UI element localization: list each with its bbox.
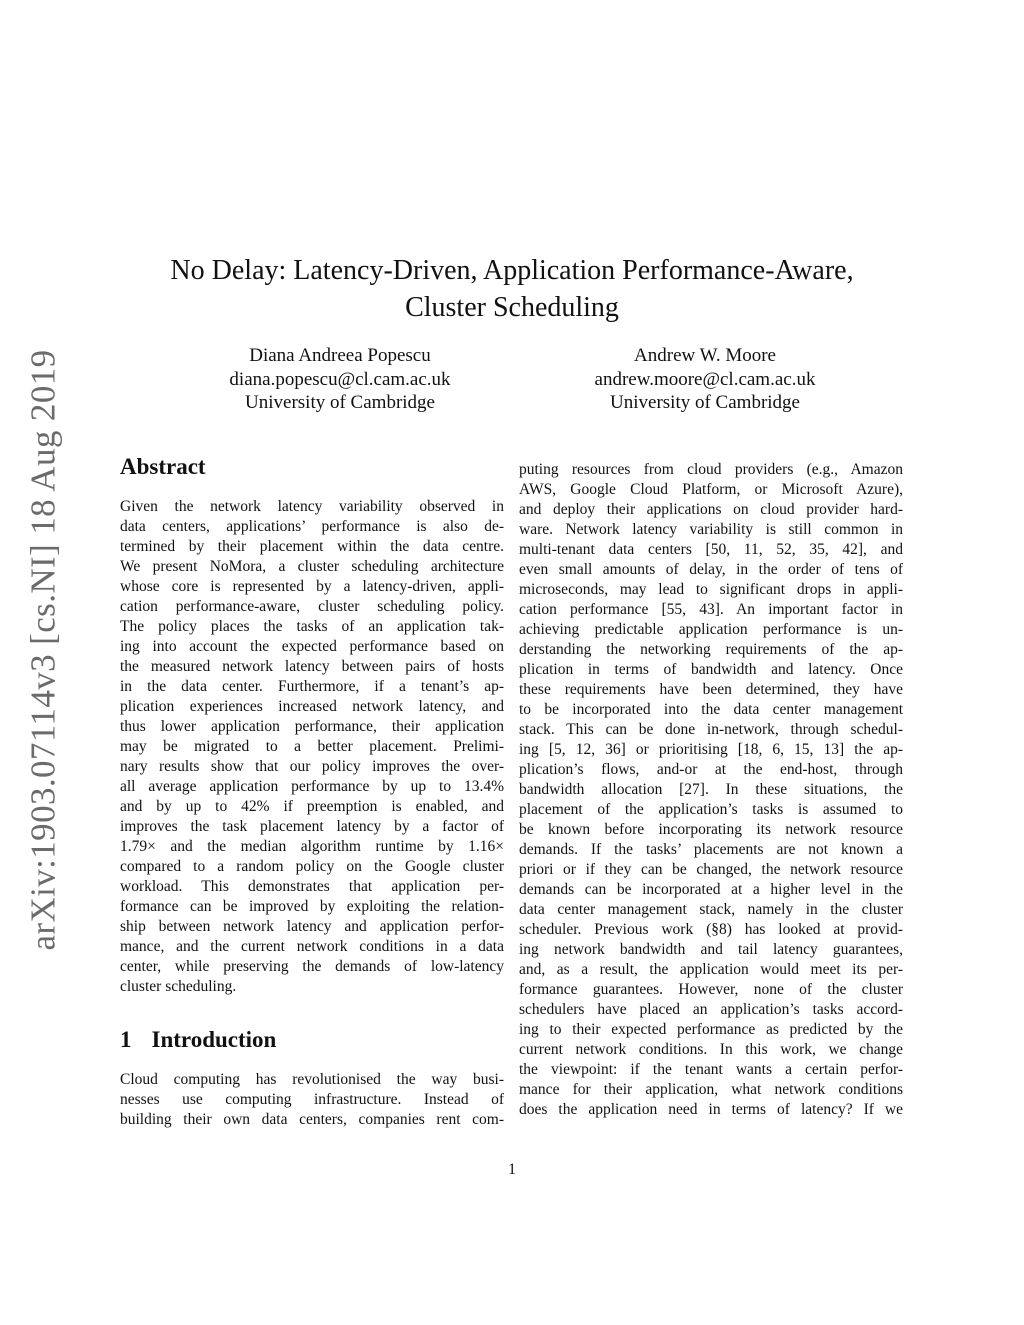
body-line: AWS, Google Cloud Platform, or Microsoft Azure), — [519, 481, 903, 498]
body-line: the viewpoint: if the tenant wants a certain perfor- — [519, 1061, 903, 1078]
body-line: and, as a result, the application would meet its per- — [519, 961, 903, 978]
abstract-line: nary results show that our policy improves the over- — [120, 758, 504, 775]
abstract-line: formance can be improved by exploiting the relation- — [120, 898, 504, 915]
section-title: Introduction — [151, 1027, 277, 1052]
abstract-line: compared to a random policy on the Google cluster — [120, 858, 504, 875]
body-line: ing to their expected performance as predicted by the — [519, 1021, 903, 1038]
body-line: schedulers have placed an application’s tasks accord- — [519, 1001, 903, 1018]
abstract-line: thus lower application performance, their application — [120, 718, 504, 735]
abstract-line: ship between network latency and application perfor- — [120, 918, 504, 935]
body-line: bandwidth allocation [27]. In these situations, the — [519, 781, 903, 798]
body-line: priori or if they can be changed, the network resource — [519, 861, 903, 878]
introduction-body — [120, 1070, 504, 1130]
body-line: demands can be incorporated at a higher level in the — [519, 881, 903, 898]
author-block — [555, 344, 855, 415]
body-line: even small amounts of delay, in the order of tens of — [519, 561, 903, 578]
author-affiliation: University of Cambridge — [245, 392, 435, 413]
introduction-heading — [120, 1027, 276, 1053]
body-line: microseconds, may lead to significant drops in appli- — [519, 581, 903, 598]
introduction-line: nesses use computing infrastructure. Instead of — [120, 1091, 504, 1108]
abstract-line: 1.79× and the median algorithm runtime by 1.16× — [120, 838, 504, 855]
abstract-line: workload. This demonstrates that application per- — [120, 878, 504, 895]
abstract-line: Given the network latency variability observed in — [120, 498, 504, 515]
body-line: data center management stack, namely in the cluster — [519, 901, 903, 918]
arxiv-identifier-stamp — [24, 349, 64, 951]
abstract-line: data centers, applications’ performance is also de- — [120, 518, 504, 535]
body-line: placement of the application’s tasks is assumed to — [519, 801, 903, 818]
body-line: does the application need in terms of latency? If we — [519, 1101, 903, 1118]
author-name: Andrew W. Moore — [634, 345, 776, 366]
body-line: stack. This can be done in-network, through schedul- — [519, 721, 903, 738]
introduction-line: Cloud computing has revolutionised the way busi- — [120, 1071, 504, 1088]
arxiv-identifier-text: arXiv:1903.07114v3 [cs.NI] 18 Aug 2019 — [24, 349, 63, 951]
abstract-body — [120, 497, 504, 997]
abstract-line: termined by their placement within the data centre. — [120, 538, 504, 555]
title-line: Cluster Scheduling — [405, 292, 619, 323]
abstract-line: in the data center. Furthermore, if a tenant’s ap- — [120, 678, 504, 695]
section-number: 1 — [120, 1027, 132, 1052]
body-line: ing [5, 12, 36] or prioritising [18, 6, 15, 13] the ap- — [519, 741, 903, 758]
author-name: Diana Andreea Popescu — [249, 345, 431, 366]
abstract-line: the measured network latency between pairs of hosts — [120, 658, 504, 675]
right-column-body — [519, 460, 903, 1120]
body-line: and deploy their applications on cloud provider hard- — [519, 501, 903, 518]
body-line: plication’s flows, and-or at the end-host, through — [519, 761, 903, 778]
body-line: demands. If the tasks’ placements are not known a — [519, 841, 903, 858]
abstract-line: improves the task placement latency by a factor of — [120, 818, 504, 835]
abstract-heading: Abstract — [120, 454, 206, 479]
body-line: puting resources from cloud providers (e.g., Amazon — [519, 461, 903, 478]
body-line: scheduler. Previous work (§8) has looked at provid- — [519, 921, 903, 938]
body-line: formance guarantees. However, none of the cluster — [519, 981, 903, 998]
body-line: plication in terms of bandwidth and latency. Once — [519, 661, 903, 678]
body-line: current network conditions. In this work, we change — [519, 1041, 903, 1058]
abstract-line: all average application performance by up to 13.4% — [120, 778, 504, 795]
body-line: be known before incorporating its network resource — [519, 821, 903, 838]
abstract-line: plication experiences increased network latency, and — [120, 698, 504, 715]
author-email: andrew.moore@cl.cam.ac.uk — [594, 368, 816, 390]
paper-title — [120, 252, 904, 326]
body-line: cation performance [55, 43]. An important factor in — [519, 601, 903, 618]
body-line: ing network bandwidth and tail latency guarantees, — [519, 941, 903, 958]
abstract-line: We present NoMora, a cluster scheduling architecture — [120, 558, 504, 575]
author-block — [190, 344, 490, 415]
abstract-line: ing into account the expected performance based on — [120, 638, 504, 655]
abstract-line: mance, and the current network conditions in a data — [120, 938, 504, 955]
body-line: multi-tenant data centers [50, 11, 52, 35, 42], and — [519, 541, 903, 558]
abstract-line: cluster scheduling. — [120, 978, 237, 995]
page-number: 1 — [508, 1161, 516, 1178]
abstract-line: may be migrated to a better placement. Prelimi- — [120, 738, 504, 755]
abstract-line: center, while preserving the demands of low-latency — [120, 958, 504, 975]
abstract-line: whose core is represented by a latency-driven, appli- — [120, 578, 504, 595]
title-line: No Delay: Latency-Driven, Application Performance-Aware, — [170, 255, 854, 286]
body-line: ware. Network latency variability is still common in — [519, 521, 903, 538]
body-line: mance for their application, what network conditions — [519, 1081, 903, 1098]
body-line: derstanding the networking requirements of the ap- — [519, 641, 903, 658]
author-email: diana.popescu@cl.cam.ac.uk — [229, 368, 451, 390]
author-affiliation: University of Cambridge — [610, 392, 800, 413]
body-line: these requirements have been determined, they have — [519, 681, 903, 698]
body-line: achieving predictable application performance is un- — [519, 621, 903, 638]
abstract-line: The policy places the tasks of an application tak- — [120, 618, 504, 635]
abstract-line: and by up to 42% if preemption is enabled, and — [120, 798, 504, 815]
body-line: to be incorporated into the data center management — [519, 701, 903, 718]
abstract-line: cation performance-aware, cluster scheduling policy. — [120, 598, 504, 615]
introduction-line: building their own data centers, companies rent com- — [120, 1111, 504, 1128]
